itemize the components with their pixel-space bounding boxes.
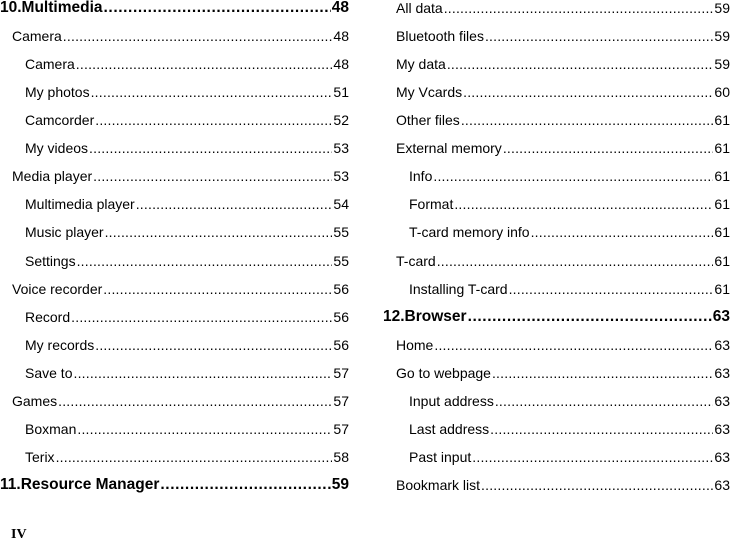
- toc-entry-page: 61: [714, 140, 730, 157]
- toc-entry[interactable]: [0, 224, 349, 240]
- toc-entry[interactable]: [383, 0, 730, 16]
- toc-entry[interactable]: [0, 421, 349, 437]
- dot-leader: [103, 281, 332, 297]
- dot-leader: [481, 477, 713, 493]
- toc-entry-title: Past input: [409, 448, 472, 465]
- toc-entry-title: Bluetooth files: [396, 28, 484, 45]
- dot-leader: [437, 253, 714, 269]
- toc-entry-title: All data: [396, 0, 443, 16]
- toc-entry[interactable]: [383, 28, 730, 44]
- toc-entry-page: 56: [333, 336, 349, 353]
- toc-entry-title: Save to: [25, 364, 73, 381]
- toc-entry[interactable]: [0, 337, 349, 353]
- toc-entry[interactable]: [383, 477, 730, 493]
- dot-leader: [63, 28, 333, 44]
- toc-entry-page: 54: [333, 196, 349, 213]
- page-number: IV: [11, 527, 27, 542]
- toc-entry-page: 61: [714, 280, 730, 297]
- dot-leader: [71, 309, 332, 325]
- toc-entry[interactable]: [0, 140, 349, 156]
- toc-entry-page: 59: [331, 476, 349, 494]
- toc-entry[interactable]: [383, 421, 730, 437]
- toc-entry[interactable]: [0, 393, 349, 409]
- toc-entry-title: Camera: [12, 28, 62, 45]
- toc-entry-page: 48: [331, 0, 349, 16]
- dot-leader: [461, 112, 714, 128]
- dot-leader: [93, 168, 332, 184]
- toc-entry-title: Multimedia player: [25, 196, 135, 213]
- toc-entry-page: 57: [333, 420, 349, 437]
- toc-entry-page: 56: [333, 280, 349, 297]
- toc-entry[interactable]: [383, 224, 730, 240]
- toc-entry-title: Camera: [25, 56, 75, 73]
- toc-entry-title: Record: [25, 308, 71, 325]
- toc-entry-title: Input address: [409, 392, 494, 409]
- dot-leader: [495, 393, 714, 409]
- toc-entry[interactable]: [0, 309, 349, 325]
- dot-leader: [89, 140, 332, 156]
- toc-entry[interactable]: [0, 168, 349, 184]
- toc-entry[interactable]: [383, 253, 730, 269]
- toc-entry-title: Other files: [396, 112, 460, 129]
- toc-entry-page: 63: [712, 307, 730, 325]
- dot-leader: [95, 112, 332, 128]
- dot-leader: [160, 476, 330, 494]
- toc-entry-page: 57: [333, 364, 349, 381]
- toc-entry[interactable]: [383, 140, 730, 156]
- toc-entry-title: 11.Resource Manager: [0, 476, 160, 494]
- toc-entry[interactable]: [0, 28, 349, 44]
- toc-entry-page: 61: [714, 112, 730, 129]
- toc-entry[interactable]: [383, 308, 730, 326]
- dot-leader: [433, 168, 713, 184]
- toc-entry[interactable]: [0, 0, 349, 17]
- dot-leader: [444, 0, 714, 16]
- toc-entry-title: Media player: [12, 168, 93, 185]
- toc-entry-page: 61: [714, 168, 730, 185]
- toc-entry-page: 63: [714, 364, 730, 381]
- toc-entry-title: External memory: [396, 140, 502, 157]
- dot-leader: [58, 393, 332, 409]
- toc-entry-page: 48: [333, 28, 349, 45]
- toc-entry[interactable]: [383, 337, 730, 353]
- toc-entry-title: Format: [409, 196, 454, 213]
- toc-entry[interactable]: [0, 196, 349, 212]
- toc-entry-page: 59: [714, 56, 730, 73]
- dot-leader: [73, 365, 332, 381]
- toc-entry[interactable]: [383, 281, 730, 297]
- toc-entry-page: 52: [333, 112, 349, 129]
- toc-entry-page: 55: [333, 252, 349, 269]
- toc-entry-page: 59: [714, 28, 730, 45]
- toc-entry-page: 59: [714, 0, 730, 16]
- dot-leader: [56, 449, 333, 465]
- toc-entry-page: 63: [714, 420, 730, 437]
- toc-entry-title: My Vcards: [396, 84, 463, 101]
- dot-leader: [105, 224, 333, 240]
- toc-entry-page: 53: [333, 168, 349, 185]
- dot-leader: [77, 253, 333, 269]
- dot-leader: [463, 84, 713, 100]
- dot-leader: [104, 0, 331, 17]
- toc-entry-title: T-card memory info: [409, 224, 530, 241]
- dot-leader: [77, 421, 332, 437]
- dot-leader: [490, 421, 713, 437]
- toc-entry-page: 61: [714, 252, 730, 269]
- toc-entry-page: 51: [333, 84, 349, 101]
- toc-entry-title: My records: [25, 336, 95, 353]
- toc-entry-title: 10.Multimedia: [0, 0, 103, 16]
- toc-entry-title: Go to webpage: [396, 364, 491, 381]
- toc-entry[interactable]: [0, 476, 349, 494]
- toc-entry-title: Last address: [409, 420, 490, 437]
- dot-leader: [503, 140, 714, 156]
- toc-entry[interactable]: [0, 365, 349, 381]
- toc-entry-title: Info: [409, 168, 433, 185]
- dot-leader: [136, 196, 333, 212]
- toc-entry-page: 63: [714, 448, 730, 465]
- toc-entry-page: 56: [333, 308, 349, 325]
- toc-entry-page: 60: [714, 84, 730, 101]
- toc-entry-title: Voice recorder: [12, 280, 103, 297]
- toc-entry-title: Home: [396, 336, 434, 353]
- toc-entry[interactable]: [383, 112, 730, 128]
- toc-entry-page: 58: [333, 448, 349, 465]
- toc-entry-page: 57: [333, 392, 349, 409]
- toc-entry-title: My photos: [25, 84, 90, 101]
- dot-leader: [509, 281, 714, 297]
- toc-entry[interactable]: [383, 449, 730, 465]
- toc-entry[interactable]: [383, 56, 730, 72]
- toc-entry-title: Camcorder: [25, 112, 95, 129]
- toc-entry-title: Bookmark list: [396, 477, 481, 494]
- toc-entry[interactable]: [383, 393, 730, 409]
- dot-leader: [76, 56, 333, 72]
- dot-leader: [531, 224, 714, 240]
- toc-entry-title: Settings: [25, 252, 76, 269]
- dot-leader: [472, 449, 713, 465]
- toc-entry-title: My data: [396, 56, 446, 73]
- toc-entry[interactable]: [0, 253, 349, 269]
- dot-leader: [91, 84, 333, 100]
- toc-entry-title: My videos: [25, 140, 89, 157]
- dot-leader: [447, 56, 714, 72]
- toc-entry[interactable]: [0, 112, 349, 128]
- dot-leader: [95, 337, 332, 353]
- toc-entry-page: 55: [333, 224, 349, 241]
- toc-entry-title: Installing T-card: [409, 280, 508, 297]
- toc-entry-page: 61: [714, 224, 730, 241]
- dot-leader: [454, 196, 713, 212]
- toc-entry-title: T-card: [396, 252, 436, 269]
- toc-entry-page: 63: [714, 392, 730, 409]
- toc-entry[interactable]: [383, 168, 730, 184]
- dot-leader: [485, 28, 713, 44]
- dot-leader: [492, 365, 713, 381]
- toc-entry-page: 63: [714, 477, 730, 494]
- toc-entry[interactable]: [0, 84, 349, 100]
- toc-entry-title: Terix: [25, 448, 55, 465]
- toc-entry-page: 63: [714, 336, 730, 353]
- toc-entry-page: 61: [714, 196, 730, 213]
- toc-entry-page: 48: [333, 56, 349, 73]
- toc-entry[interactable]: [0, 449, 349, 465]
- toc-entry-title: Music player: [25, 224, 104, 241]
- dot-leader: [434, 337, 713, 353]
- toc-entry-page: 53: [333, 140, 349, 157]
- dot-leader: [468, 308, 712, 326]
- toc-entry[interactable]: [0, 56, 349, 72]
- toc-entry-title: Games: [12, 392, 58, 409]
- toc-entry-title: Boxman: [25, 420, 77, 437]
- toc-entry[interactable]: [0, 281, 349, 297]
- toc-entry[interactable]: [383, 365, 730, 381]
- toc-entry[interactable]: [383, 196, 730, 212]
- toc-entry[interactable]: [383, 84, 730, 100]
- toc-entry-title: 12.Browser: [383, 307, 467, 325]
